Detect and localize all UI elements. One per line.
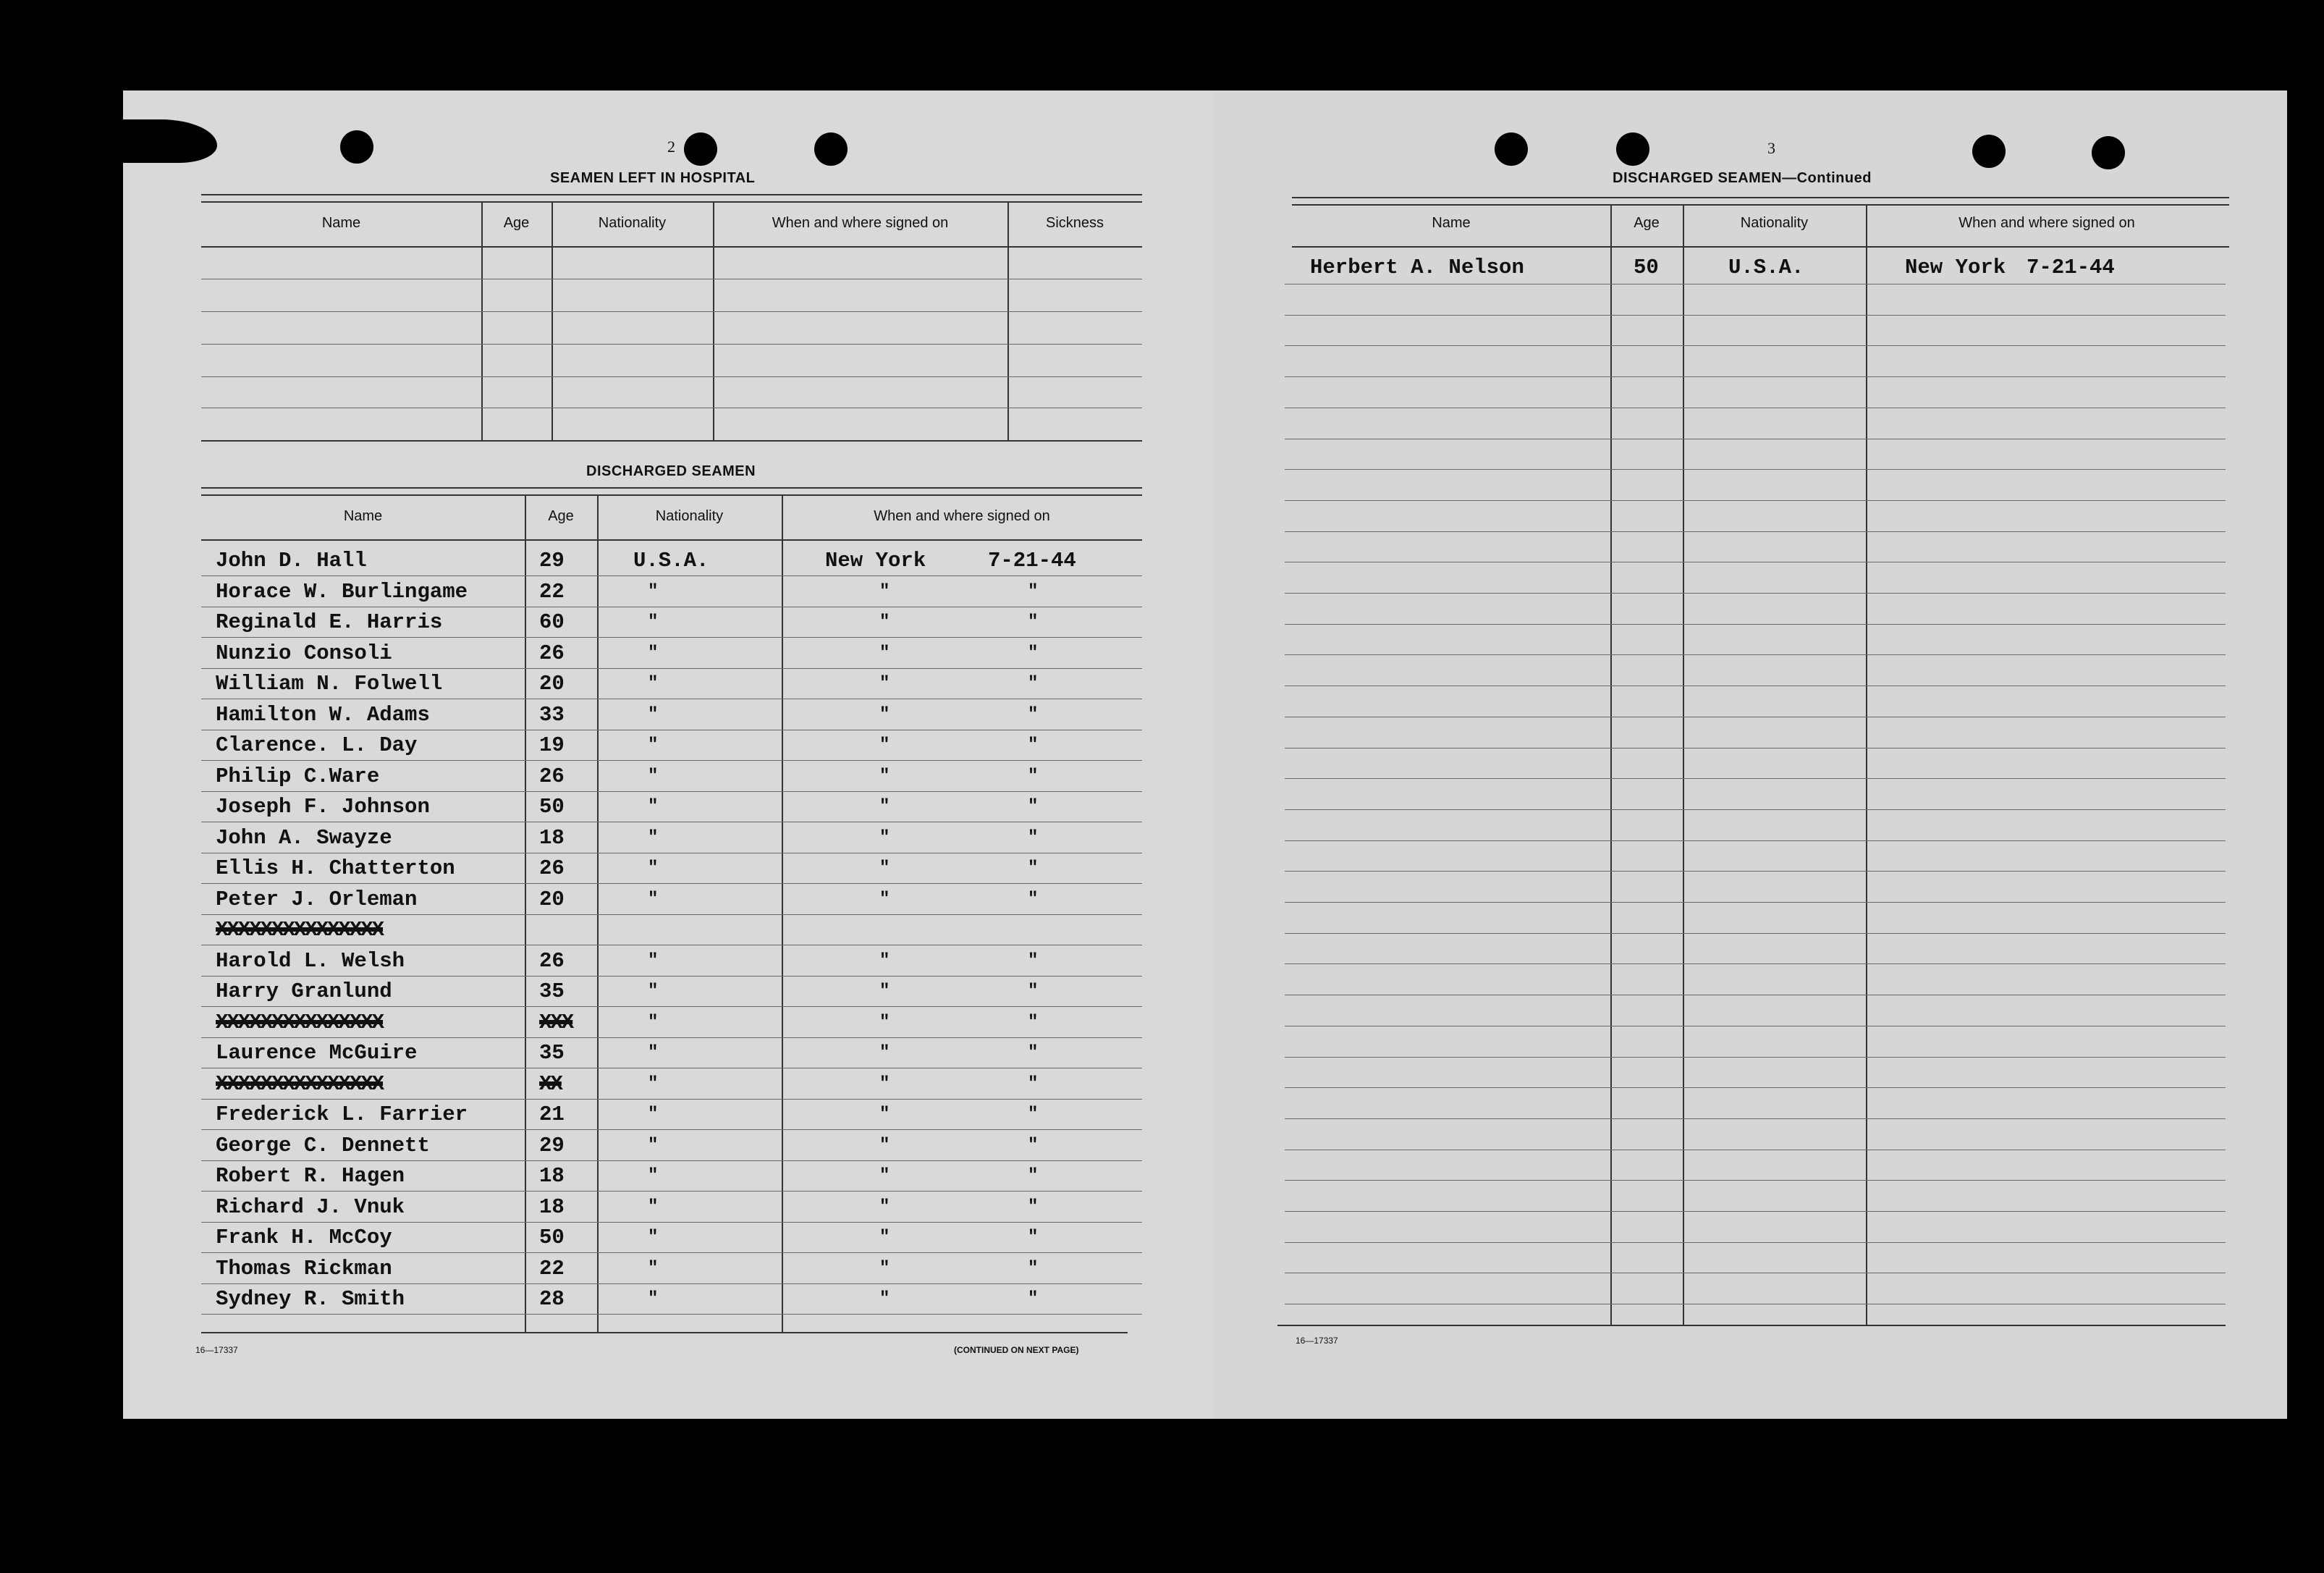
rule <box>201 1332 1128 1333</box>
seaman-age: 26 <box>539 856 565 880</box>
seaman-place: " <box>879 735 890 755</box>
ruled-line <box>1285 345 2226 346</box>
ruled-line <box>1285 778 2226 779</box>
hospital-header-nationality: Nationality <box>598 215 667 231</box>
ruled-line <box>201 1099 1142 1100</box>
rule <box>201 487 1142 489</box>
punch-hole <box>1495 132 1528 166</box>
seaman-age: 50 <box>539 795 565 819</box>
seaman-name: XXXXXXXXXXXXXXX <box>216 1010 384 1034</box>
seaman-date: " <box>1028 1289 1039 1309</box>
right-section-title <box>1613 170 1872 187</box>
ruled-line <box>201 575 1142 576</box>
ruled-line <box>1285 1087 2226 1088</box>
seaman-nationality: " <box>648 1258 659 1278</box>
seaman-age: 22 <box>539 1256 565 1281</box>
seaman-name: Sydney R. Smith <box>216 1287 405 1311</box>
seaman-place: " <box>879 982 890 1001</box>
form-number-right: 16—17337 <box>1296 1336 1338 1346</box>
seaman-place: " <box>879 643 890 663</box>
seaman-nationality: " <box>648 797 659 817</box>
seaman-date: " <box>1028 1258 1039 1278</box>
discharged-header-signed-on: When and where signed on <box>874 508 1050 524</box>
seaman-place: " <box>879 1105 890 1124</box>
ruled-line <box>1285 963 2226 964</box>
seaman-place: " <box>879 674 890 693</box>
discharged-header-nationality: Nationality <box>655 508 724 524</box>
seaman-nationality: " <box>648 950 659 971</box>
ruled-line <box>1285 1118 2226 1119</box>
seaman-nationality: " <box>648 766 659 786</box>
seaman-place: " <box>879 950 890 971</box>
rule <box>1292 246 2229 248</box>
discharged-header-name: Name <box>343 508 383 524</box>
right-header-age: Age <box>1634 215 1660 231</box>
seaman-age: 18 <box>539 1164 565 1188</box>
right-header-name: Name <box>1432 215 1471 231</box>
ruled-line <box>1285 500 2226 501</box>
seaman-age: 26 <box>539 948 565 973</box>
ruled-line <box>1285 654 2226 655</box>
seaman-date: " <box>1028 735 1039 755</box>
seaman-age: XXX <box>539 1010 573 1034</box>
seaman-date: " <box>1028 581 1039 602</box>
right-header-signed-on: When and where signed on <box>1959 215 2135 231</box>
seaman-name: Hamilton W. Adams <box>216 702 430 727</box>
seaman-date: " <box>1028 1135 1039 1155</box>
punch-hole <box>1616 132 1649 166</box>
seaman-name: Reginald E. Harris <box>216 610 443 634</box>
ruled-line <box>201 883 1142 884</box>
seaman-age: 50 <box>1634 256 1659 279</box>
seaman-nationality: " <box>648 1012 659 1032</box>
ruled-line <box>1285 840 2226 841</box>
seaman-place: New York <box>1905 256 2006 279</box>
seaman-age: 20 <box>539 887 565 911</box>
column-divider <box>1683 204 1684 1325</box>
seaman-name: Laurence McGuire <box>216 1041 418 1065</box>
punch-hole <box>2092 136 2125 169</box>
ruled-line <box>201 1129 1142 1130</box>
seaman-place: " <box>879 889 890 909</box>
ruled-line <box>1285 376 2226 377</box>
ruled-line <box>201 760 1142 761</box>
ruled-line <box>201 1006 1142 1007</box>
seaman-place: New York <box>825 549 926 573</box>
ruled-line <box>1285 531 2226 532</box>
seaman-date: " <box>1028 1197 1039 1217</box>
seaman-date: " <box>1028 1105 1039 1124</box>
seaman-place: " <box>879 1258 890 1278</box>
ruled-line <box>1285 1211 2226 1212</box>
ruled-line <box>1285 624 2226 625</box>
seaman-name: Harry Granlund <box>216 979 392 1003</box>
right-section-title-suffix: —Continued <box>1782 170 1872 186</box>
seaman-age: 21 <box>539 1102 565 1126</box>
continued-note: (CONTINUED ON NEXT PAGE) <box>954 1345 1079 1355</box>
seaman-age: 19 <box>539 733 565 757</box>
seaman-place: " <box>879 1043 890 1063</box>
seaman-place: " <box>879 704 890 725</box>
seaman-age: 33 <box>539 702 565 727</box>
seaman-date: " <box>1028 950 1039 971</box>
right-header-nationality: Nationality <box>1740 215 1809 231</box>
seaman-nationality: " <box>648 1166 659 1186</box>
seaman-age: 18 <box>539 1194 565 1219</box>
ruled-line <box>1285 469 2226 470</box>
ruled-line <box>201 976 1142 977</box>
column-divider <box>552 201 553 440</box>
ruled-line <box>1285 809 2226 810</box>
seaman-nationality: " <box>648 674 659 693</box>
seaman-age: 18 <box>539 825 565 850</box>
seaman-date: " <box>1028 1074 1039 1094</box>
right-section-title-main: DISCHARGED SEAMEN <box>1613 170 1783 186</box>
column-divider <box>713 201 714 440</box>
seaman-name: Philip C.Ware <box>216 764 380 788</box>
punch-hole <box>814 132 848 166</box>
ruled-line <box>201 1160 1142 1161</box>
column-divider <box>1007 201 1009 440</box>
ruled-line <box>1285 1057 2226 1058</box>
rule <box>201 246 1142 248</box>
hospital-header-signed-on: When and where signed on <box>772 215 949 231</box>
hospital-header-age: Age <box>503 215 530 231</box>
rule <box>201 440 1142 442</box>
seaman-age: 28 <box>539 1287 565 1311</box>
ruled-line <box>201 1191 1142 1192</box>
rule <box>1292 204 2229 206</box>
page-number-left: 2 <box>667 138 675 156</box>
seaman-date: " <box>1028 1043 1039 1063</box>
seaman-date: " <box>1028 889 1039 909</box>
seaman-place: " <box>879 1289 890 1309</box>
ruled-line <box>201 914 1142 915</box>
hospital-header-sickness: Sickness <box>1045 215 1104 231</box>
seaman-name: Frank H. McCoy <box>216 1226 392 1249</box>
seaman-nationality: U.S.A. <box>1728 256 1804 279</box>
seaman-name: Horace W. Burlingame <box>216 579 468 604</box>
seaman-name: Thomas Rickman <box>216 1256 392 1281</box>
ruled-line <box>1285 1180 2226 1181</box>
right-page <box>1212 90 2287 1419</box>
seaman-nationality: " <box>648 982 659 1001</box>
seaman-age: 29 <box>539 549 565 573</box>
seaman-nationality: " <box>648 889 659 909</box>
seaman-nationality: " <box>648 827 659 848</box>
seaman-date: " <box>1028 1228 1039 1247</box>
seaman-date: " <box>1028 704 1039 725</box>
punch-hole <box>1972 135 2006 168</box>
seaman-date: " <box>1028 643 1039 663</box>
seaman-place: " <box>879 859 890 878</box>
column-divider <box>1610 204 1612 1325</box>
ruled-line <box>1285 933 2226 934</box>
ruled-line <box>1285 315 2226 316</box>
seaman-place: " <box>879 1135 890 1155</box>
seaman-nationality: " <box>648 612 659 632</box>
rule <box>201 539 1142 541</box>
ruled-line <box>201 637 1142 638</box>
rule <box>201 201 1142 203</box>
seaman-place: " <box>879 1074 890 1094</box>
ruled-line <box>1285 871 2226 872</box>
seaman-age: 50 <box>539 1226 565 1249</box>
seaman-nationality: U.S.A. <box>633 549 709 573</box>
ruled-line <box>201 1222 1142 1223</box>
seaman-name: XXXXXXXXXXXXXXX <box>216 918 384 942</box>
ruled-line <box>201 668 1142 669</box>
seaman-name: John A. Swayze <box>216 825 392 850</box>
seaman-nationality: " <box>648 1228 659 1247</box>
seaman-name: Clarence. L. Day <box>216 733 418 757</box>
seaman-nationality: " <box>648 1074 659 1094</box>
ruled-line <box>1285 1242 2226 1243</box>
ruled-line <box>1285 902 2226 903</box>
seaman-nationality: " <box>648 1197 659 1217</box>
seaman-place: " <box>879 581 890 602</box>
seaman-place: " <box>879 1012 890 1032</box>
seaman-age: 26 <box>539 641 565 665</box>
seaman-age: 60 <box>539 610 565 634</box>
seaman-date: " <box>1028 612 1039 632</box>
ruled-line <box>1285 593 2226 594</box>
seaman-age: 22 <box>539 579 565 604</box>
ruled-line <box>201 1037 1142 1038</box>
seaman-place: " <box>879 797 890 817</box>
seaman-name: Frederick L. Farrier <box>216 1102 468 1126</box>
seaman-date: " <box>1028 859 1039 878</box>
seaman-nationality: " <box>648 735 659 755</box>
seaman-date: " <box>1028 1012 1039 1032</box>
punch-hole <box>340 130 373 164</box>
seaman-name: XXXXXXXXXXXXXXX <box>216 1071 384 1096</box>
seaman-date: " <box>1028 674 1039 693</box>
ruled-line <box>201 376 1142 377</box>
column-divider <box>481 201 483 440</box>
seaman-nationality: " <box>648 1105 659 1124</box>
seaman-nationality: " <box>648 1289 659 1309</box>
ruled-line <box>201 344 1142 345</box>
seaman-nationality: " <box>648 704 659 725</box>
seaman-date: " <box>1028 982 1039 1001</box>
discharged-section-title: DISCHARGED SEAMEN <box>586 463 756 479</box>
seaman-nationality: " <box>648 1043 659 1063</box>
seaman-age: 35 <box>539 979 565 1003</box>
seaman-date: " <box>1028 1166 1039 1186</box>
seaman-age: 35 <box>539 1041 565 1065</box>
seaman-name: Richard J. Vnuk <box>216 1194 405 1219</box>
seaman-age: 29 <box>539 1133 565 1157</box>
seaman-place: " <box>879 612 890 632</box>
seaman-name: Ellis H. Chatterton <box>216 856 455 880</box>
seaman-date: 7-21-44 <box>2027 256 2115 279</box>
seaman-name: John D. Hall <box>216 549 367 573</box>
seaman-place: " <box>879 1166 890 1186</box>
column-divider <box>1866 204 1867 1325</box>
ruled-line <box>201 791 1142 792</box>
seaman-date: " <box>1028 827 1039 848</box>
seaman-nationality: " <box>648 643 659 663</box>
seaman-name: Robert R. Hagen <box>216 1164 405 1188</box>
seaman-place: " <box>879 766 890 786</box>
form-number-left: 16—17337 <box>195 1345 238 1355</box>
seaman-name: George C. Dennett <box>216 1133 430 1157</box>
punch-hole <box>684 132 717 166</box>
discharged-header-age: Age <box>548 508 574 524</box>
seaman-date: " <box>1028 766 1039 786</box>
seaman-name: William N. Folwell <box>216 672 443 696</box>
page-number-right: 3 <box>1767 139 1775 157</box>
seaman-date: " <box>1028 797 1039 817</box>
ruled-line <box>201 311 1142 312</box>
seaman-age: 26 <box>539 764 565 788</box>
rule <box>1292 197 2229 198</box>
seaman-age: XX <box>539 1071 562 1096</box>
rule <box>1277 1325 2226 1326</box>
rule <box>201 194 1142 195</box>
hospital-header-name: Name <box>321 215 361 231</box>
seaman-nationality: " <box>648 859 659 878</box>
seaman-name: Peter J. Orleman <box>216 887 418 911</box>
seaman-name: Nunzio Consoli <box>216 641 392 665</box>
seaman-age: 20 <box>539 672 565 696</box>
seaman-nationality: " <box>648 581 659 602</box>
seaman-nationality: " <box>648 1135 659 1155</box>
seaman-name: Harold L. Welsh <box>216 948 405 973</box>
seaman-place: " <box>879 827 890 848</box>
seaman-date: 7-21-44 <box>988 549 1076 573</box>
seaman-place: " <box>879 1197 890 1217</box>
ruled-line <box>201 1252 1142 1253</box>
rule <box>201 494 1142 496</box>
hospital-section-title: SEAMEN LEFT IN HOSPITAL <box>550 170 756 186</box>
ruled-line <box>201 1314 1142 1315</box>
ruled-line <box>201 1283 1142 1284</box>
seaman-name: Herbert A. Nelson <box>1310 256 1524 279</box>
seaman-place: " <box>879 1228 890 1247</box>
seaman-name: Joseph F. Johnson <box>216 795 430 819</box>
